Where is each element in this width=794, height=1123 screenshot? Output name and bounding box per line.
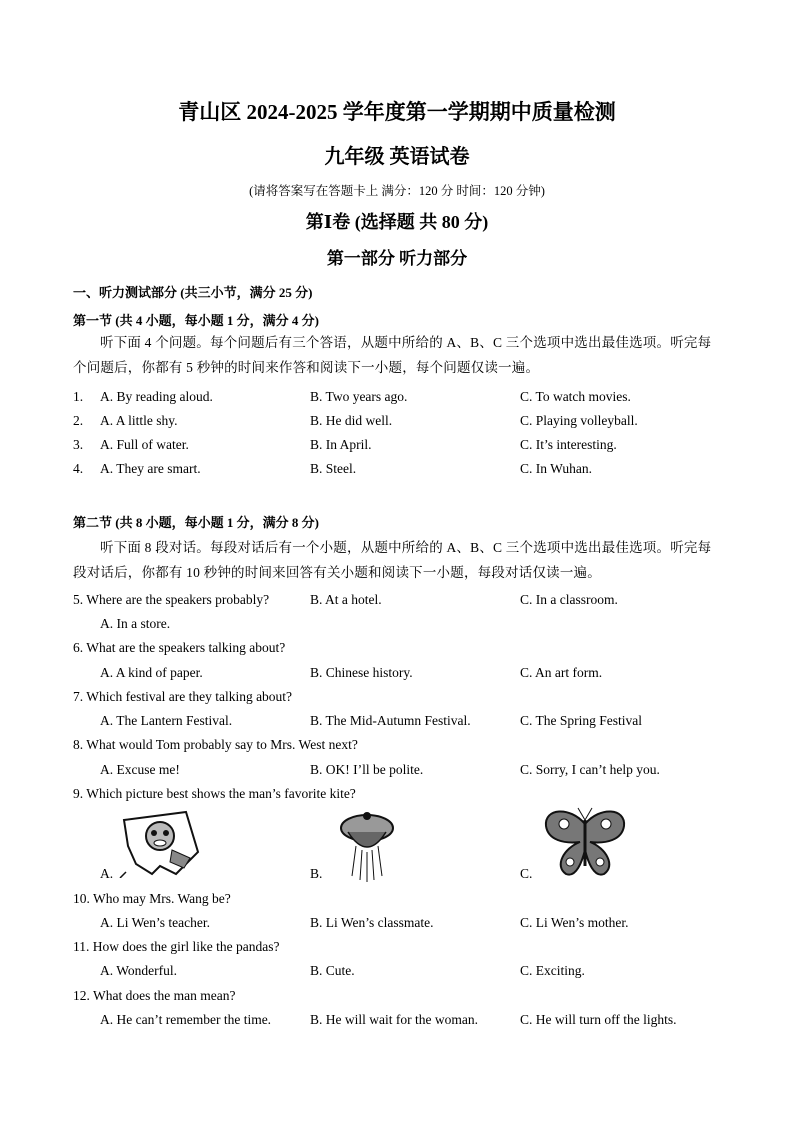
question-row xyxy=(73,988,733,1008)
question-row xyxy=(73,689,733,709)
exam-title: 青山区 2024-2025 学年度第一学期期中质量检测 xyxy=(178,100,616,124)
question-text: 10. Who may Mrs. Wang be? xyxy=(73,891,231,906)
option-b: B. Chinese history. xyxy=(310,665,413,680)
question-text: 5. Where are the speakers probably? xyxy=(73,592,270,607)
question-row xyxy=(73,461,733,481)
option-c: C. Playing volleyball. xyxy=(520,413,638,428)
section2-heading: 第二节 (共 8 小题，每小题 1 分，满分 8 分) xyxy=(73,515,319,530)
exam-note: (请将答案写在答题卡上 满分：120 分 时间：120 分钟) xyxy=(249,184,545,198)
option-c: C. Exciting. xyxy=(520,963,585,978)
section2-instruction-text: 听下面 8 段对话。每段对话后有一个小题，从题中所给的 A、B、C 三个选项中选出最佳选项。听完每段对话后，你都有 10 秒钟的时间来回答有关小题和阅读下一小题，每段对话仅读一遍。 xyxy=(73,540,712,580)
picture-label-row xyxy=(73,866,733,886)
option-c: C. To watch movies. xyxy=(520,389,631,404)
question-row xyxy=(73,939,733,959)
option-row xyxy=(73,665,733,685)
option-row xyxy=(73,915,733,935)
option-c: C. Sorry, I can’t help you. xyxy=(520,762,660,777)
option-b: B. In April. xyxy=(310,437,372,452)
question-number: 4. xyxy=(73,461,84,476)
option-a: A. In a store. xyxy=(100,616,171,631)
question-row xyxy=(73,413,733,433)
option-row xyxy=(73,1012,733,1032)
question-text: 6. What are the speakers talking about? xyxy=(73,640,286,655)
volume-heading: 第Ⅰ卷 (选择题 共 80 分) xyxy=(305,212,489,232)
option-b: B. OK! I’ll be polite. xyxy=(310,762,424,777)
question-row xyxy=(73,786,733,806)
option-a: A. Excuse me! xyxy=(100,762,180,777)
section1-instruction xyxy=(73,330,723,380)
section1-instruction-text: 听下面 4 个问题。每个问题后有三个答语，从题中所给的 A、B、C 三个选项中选出最佳选项。听完每个问题后，你都有 5 秒钟的时间来作答和阅读下一小题，每个问题仅读一遍。 xyxy=(73,335,712,375)
question-number: 3. xyxy=(73,437,84,452)
question-row xyxy=(73,437,733,457)
option-a: A. xyxy=(100,866,114,881)
option-c: C. An art form. xyxy=(520,665,603,680)
option-row xyxy=(73,963,733,983)
question-text: 12. What does the man mean? xyxy=(73,988,236,1003)
part-heading: 第一部分 听力部分 xyxy=(326,249,468,268)
question-text: 7. Which festival are they talking about? xyxy=(73,689,293,704)
option-c: C. The Spring Festival xyxy=(520,713,643,728)
option-row xyxy=(73,713,733,733)
section-main-heading: 一、听力测试部分 (共三小节，满分 25 分) xyxy=(73,285,313,300)
option-a: A. Full of water. xyxy=(100,437,189,452)
section2-instruction xyxy=(73,535,723,585)
option-a: A. Wonderful. xyxy=(100,963,178,978)
option-b: B. Steel. xyxy=(310,461,357,476)
option-c: C. xyxy=(520,866,533,881)
question-row xyxy=(73,891,733,911)
option-c: C. In Wuhan. xyxy=(520,461,592,476)
option-b: B. Li Wen’s classmate. xyxy=(310,915,434,930)
option-a: A. He can’t remember the time. xyxy=(100,1012,272,1027)
question-text: 8. What would Tom probably say to Mrs. West next? xyxy=(73,737,358,752)
question-number: 1. xyxy=(73,389,84,404)
option-row xyxy=(73,762,733,782)
option-row xyxy=(73,616,733,636)
option-a: A. A little shy. xyxy=(100,413,178,428)
question-row xyxy=(73,640,733,660)
option-a: A. Li Wen’s teacher. xyxy=(100,915,211,930)
question-row xyxy=(73,389,733,409)
option-b: B. The Mid-Autumn Festival. xyxy=(310,713,471,728)
option-a: A. By reading aloud. xyxy=(100,389,213,404)
question-row xyxy=(73,737,733,757)
exam-subtitle: 九年级 英语试卷 xyxy=(324,146,470,168)
option-a: A. A kind of paper. xyxy=(100,665,203,680)
question-row xyxy=(73,592,733,612)
option-c: C. It’s interesting. xyxy=(520,437,617,452)
option-b: B. xyxy=(310,866,323,881)
option-c: C. In a classroom. xyxy=(520,592,618,607)
section1-heading: 第一节 (共 4 小题，每小题 1 分，满分 4 分) xyxy=(73,313,319,328)
option-a: A. The Lantern Festival. xyxy=(100,713,233,728)
question-number: 2. xyxy=(73,413,84,428)
option-b: B. Two years ago. xyxy=(310,389,408,404)
option-b: B. He did well. xyxy=(310,413,393,428)
question-text: 11. How does the girl like the pandas? xyxy=(73,939,280,954)
option-b: B. Cute. xyxy=(310,963,355,978)
option-b: B. He will wait for the woman. xyxy=(310,1012,478,1027)
option-c: C. He will turn off the lights. xyxy=(520,1012,677,1027)
option-a: A. They are smart. xyxy=(100,461,201,476)
option-b: B. At a hotel. xyxy=(310,592,382,607)
question-text: 9. Which picture best shows the man’s favorite kite? xyxy=(73,786,356,801)
option-c: C. Li Wen’s mother. xyxy=(520,915,629,930)
